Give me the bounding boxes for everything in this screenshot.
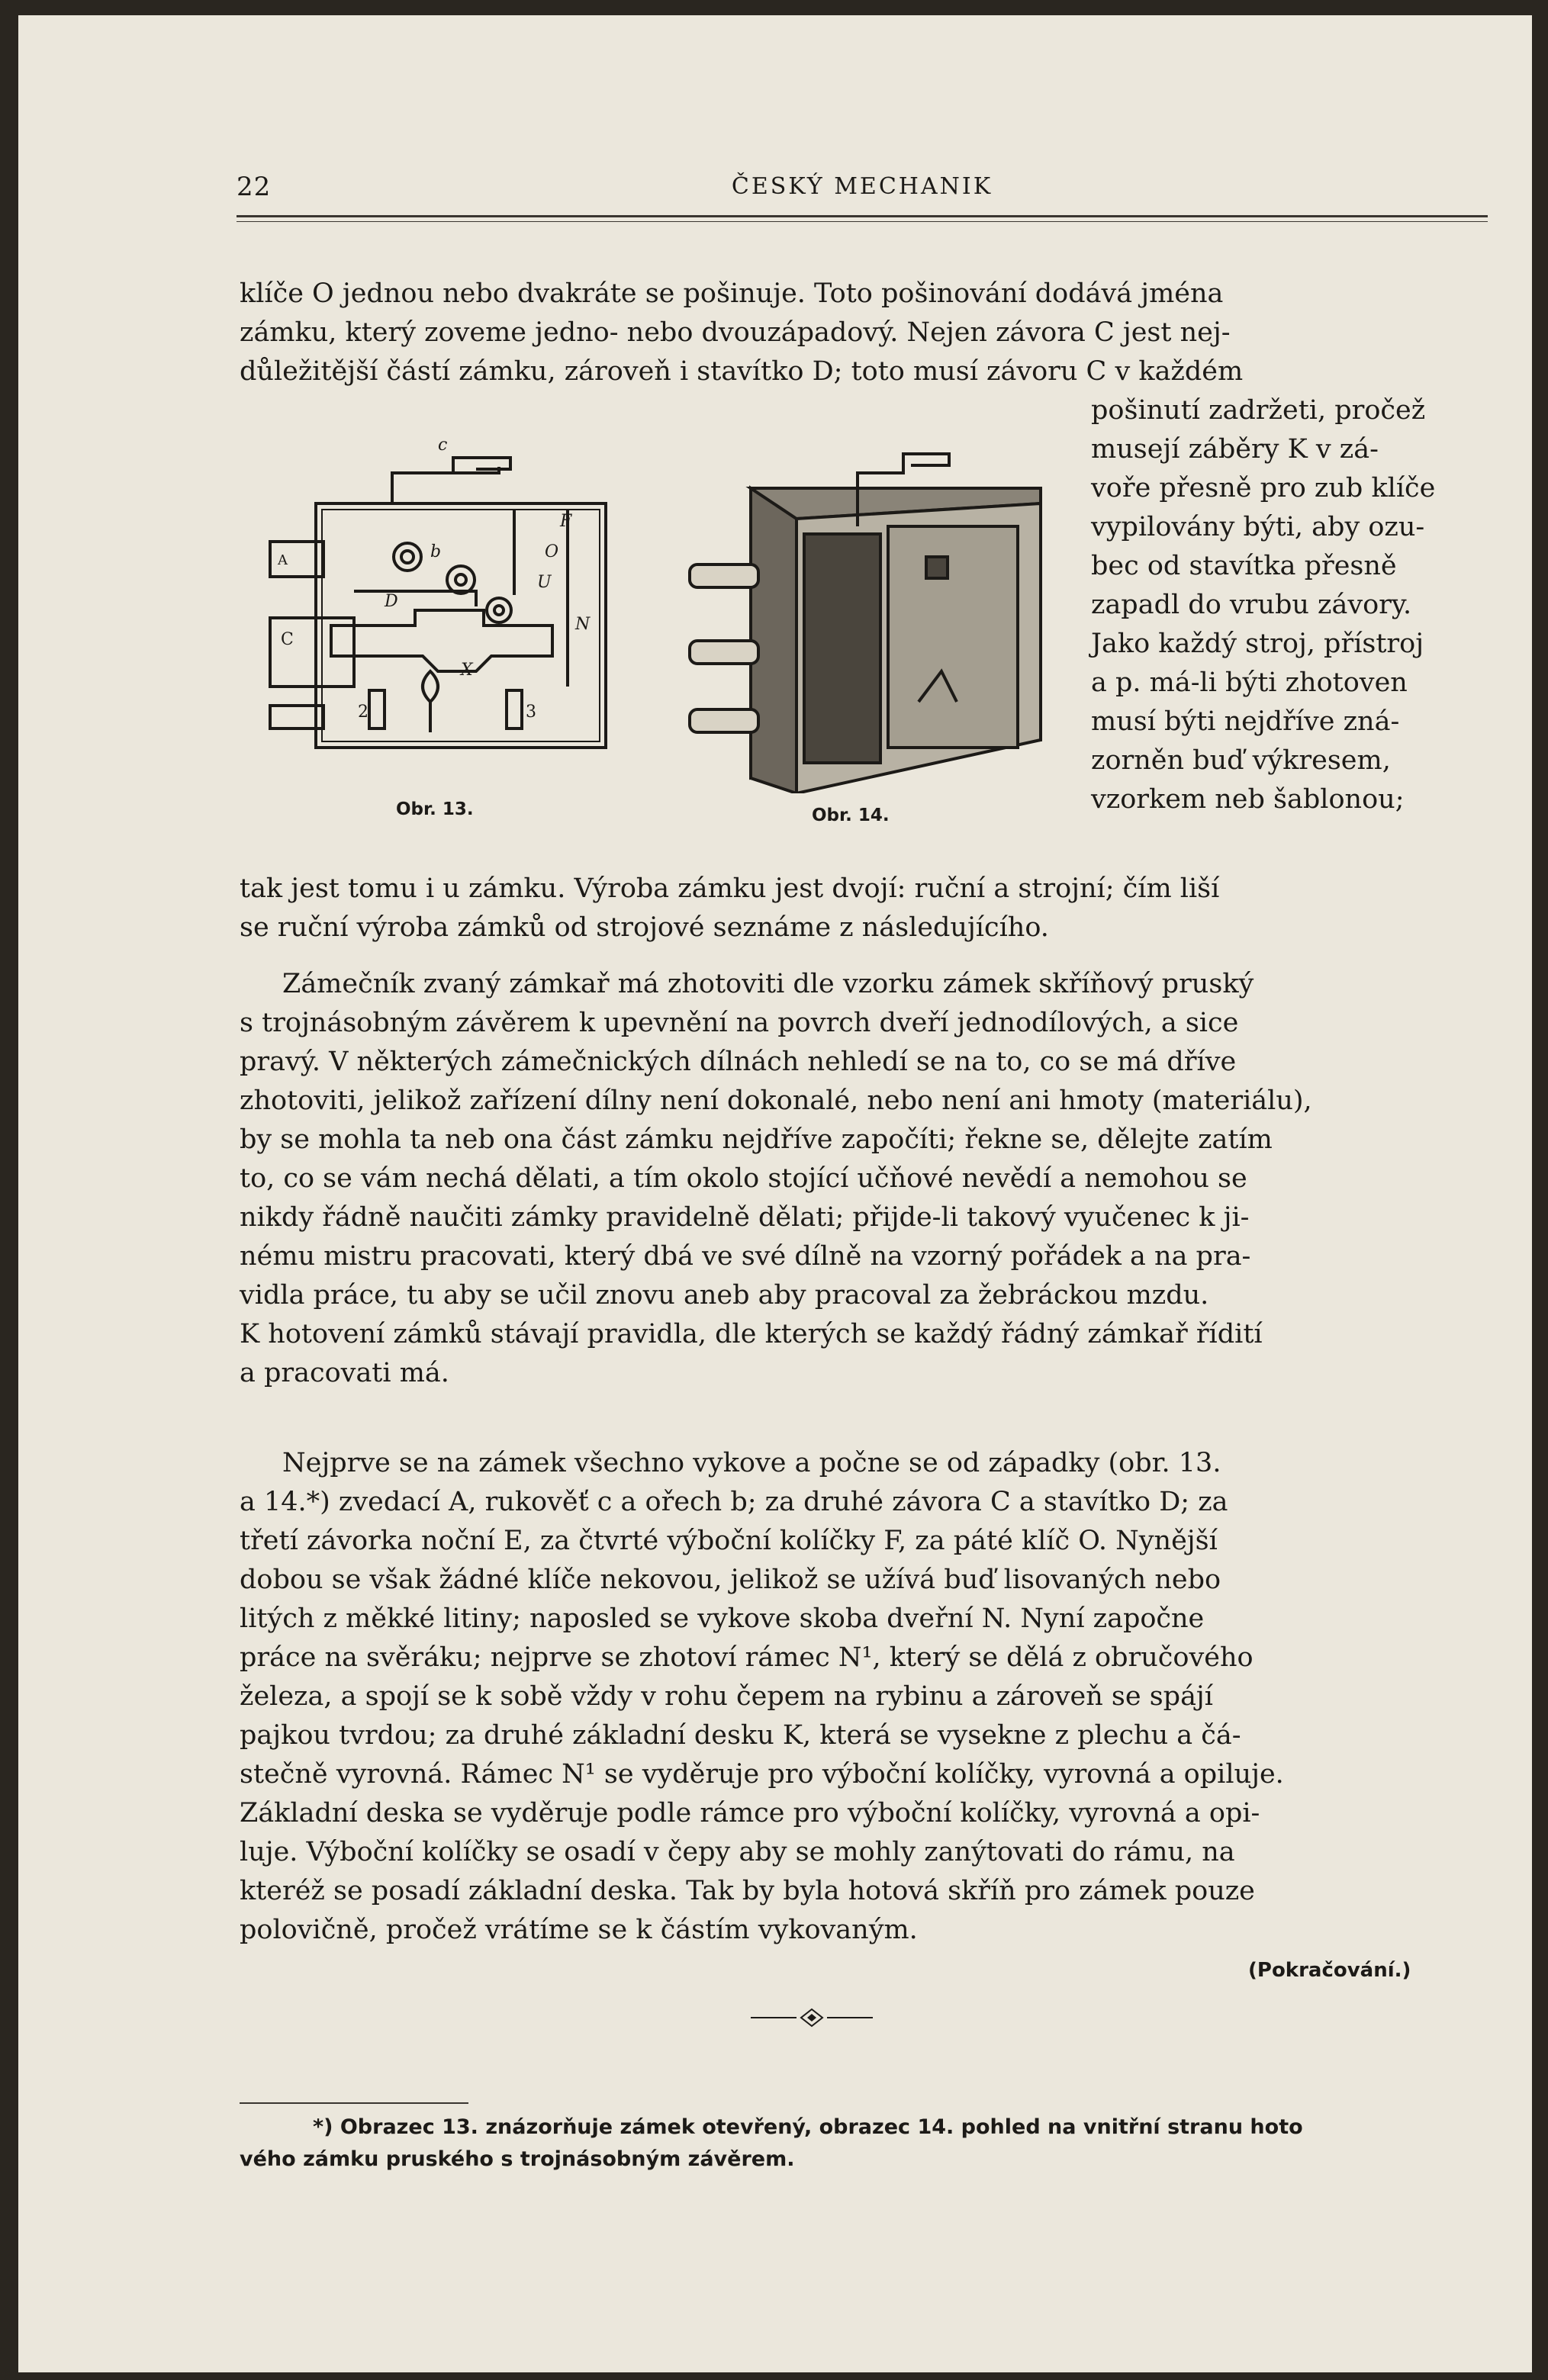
text-line: Nejprve se na zámek všechno vykove a počne se od západky (obr. 13.	[282, 1448, 1221, 1478]
text-line: litých z měkké litiny; naposled se vykove skoba dveřní N. Nyní započne	[240, 1603, 1205, 1634]
section-ornament	[751, 2006, 873, 2029]
text-line: vidla práce, tu aby se učil znovu aneb aby pracoval za žebráckou mzdu.	[240, 1280, 1209, 1311]
figure-13-caption: Obr. 13.	[396, 799, 474, 819]
fig13-label-o: O	[545, 542, 559, 561]
text-line: musí býti nejdříve zná-	[1091, 706, 1400, 737]
text-line: musejí záběry K v zá-	[1091, 434, 1379, 465]
text-line: luje. Výboční kolíčky se osadí v čepy aby se mohly zanýtovati do rámu, na	[240, 1837, 1235, 1867]
text-line: a 14.*) zvedací A, rukověť c a ořech b; za druhé závora C a stavítko D; za	[240, 1487, 1228, 1517]
text-line: pošinutí zadržeti, pročež	[1091, 395, 1426, 426]
text-line: Základní deska se vyděruje podle rámce pro výboční kolíčky, vyrovná a opi-	[240, 1798, 1260, 1828]
text-line: nikdy řádně naučiti zámky pravidelně dělati; přijde-li takový vyučenec k ji-	[240, 1202, 1250, 1233]
text-line: by se mohla ta neb ona část zámku nejdříve započíti; řekne se, dělejte zatím	[240, 1124, 1273, 1155]
text-line: tak jest tomu i u zámku. Výroba zámku jest dvojí: ruční a strojní; čím liší	[240, 873, 1220, 904]
fig13-label-d: D	[385, 592, 398, 611]
intro-paragraph	[240, 275, 1482, 391]
text-line: bec od stavítka přesně	[1091, 551, 1397, 581]
figure-14-caption: Obr. 14.	[812, 806, 890, 825]
text-line: zámku, který zoveme jedno- nebo dvouzápadový. Nejen závora C jest nej-	[240, 317, 1231, 348]
fig13-label-n: N	[575, 615, 591, 634]
footnote-rule	[240, 2102, 468, 2104]
fig13-label-x: X	[461, 661, 473, 680]
fig13-label-c: c	[438, 436, 448, 455]
text-line: polovičně, pročež vrátíme se k částím vykovaným.	[240, 1915, 918, 1945]
paragraph-2	[240, 965, 1482, 1393]
text-line: nému mistru pracovati, který dbá ve své dílně na vzorný pořádek a na pra-	[240, 1241, 1251, 1272]
text-line: a pracovati má.	[240, 1358, 449, 1388]
text-line: zorněn buď výkresem,	[1091, 745, 1391, 776]
text-line: důležitější částí zámku, zároveň i stavítko D; toto musí závoru C v každém	[240, 356, 1244, 387]
page-number: 22	[237, 172, 272, 202]
footnote-line: *) Obrazec 13. znázorňuje zámek otevřený, obrazec 14. pohled na vnitřní stranu hoto	[313, 2115, 1303, 2139]
text-line: zhotoviti, jelikož zařízení dílny není dokonalé, nebo není ani hmoty (materiálu),	[240, 1085, 1312, 1116]
text-line: zapadl do vrubu závory.	[1091, 590, 1412, 620]
book-page	[18, 15, 1532, 2372]
fig13-label-u: U	[537, 573, 552, 592]
fig13-label-3: 3	[526, 703, 536, 722]
text-line: stečně vyrovná. Rámec N¹ se vyděruje pro výboční kolíčky, vyrovná a opiluje.	[240, 1759, 1284, 1790]
text-line: vypilovány býti, aby ozu-	[1091, 512, 1425, 542]
continuation-note: (Pokračování.)	[1248, 1959, 1411, 1982]
text-line: s trojnásobným závěrem k upevnění na povrch dveří jednodílových, a sice	[240, 1008, 1239, 1038]
fig13-label-a: A	[278, 552, 288, 568]
text-line: dobou se však žádné klíče nekovou, jelikož se užívá buď lisovaných nebo	[240, 1565, 1221, 1595]
wrapped-text-column	[1091, 391, 1482, 819]
running-title: ČESKÝ MECHANIK	[731, 173, 993, 200]
text-line: se ruční výroba zámků od strojové seznáme z následujícího.	[240, 912, 1049, 943]
footnote	[240, 2111, 1482, 2176]
page-header	[237, 172, 1488, 217]
figure-13-open-lock	[247, 427, 629, 778]
text-line: K hotovení zámků stávají pravidla, dle kterých se každý řádný zámkař řídití	[240, 1319, 1263, 1349]
paragraph-3	[240, 1444, 1482, 1950]
footnote-line: vého zámku pruského s trojnásobným závěrem.	[240, 2147, 795, 2171]
fig13-label-2: 2	[358, 703, 368, 722]
header-rule	[237, 215, 1488, 217]
text-line: a p. má-li býti zhotoven	[1091, 667, 1408, 698]
text-line: voře přesně pro zub klíče	[1091, 473, 1436, 503]
text-line: klíče O jednou nebo dvakráte se pošinuje. Toto pošinování dodává jména	[240, 278, 1224, 309]
fig13-label-f: F	[560, 512, 572, 531]
text-line: třetí závorka noční E, za čtvrté výboční kolíčky F, za páté klíč O. Nynější	[240, 1526, 1218, 1556]
text-line: to, co se vám nechá dělati, a tím okolo stojící učňové nevědí a nemohou se	[240, 1163, 1247, 1194]
text-line: železa, a spojí se k sobě vždy v rohu čepem na rybinu a zároveň se spájí	[240, 1681, 1213, 1712]
text-line: vzorkem neb šablonou;	[1091, 784, 1405, 815]
text-line: pajkou tvrdou; za druhé základní desku K, která se vysekne z plechu a čá-	[240, 1720, 1241, 1751]
text-line: pravý. V některých zámečnických dílnách nehledí se na to, co se má dříve	[240, 1047, 1237, 1077]
header-rule-thin	[237, 221, 1488, 222]
text-line: Zámečník zvaný zámkař má zhotoviti dle vzorku zámek skříňový pruský	[282, 969, 1254, 999]
text-line: Jako každý stroj, přístroj	[1091, 629, 1424, 659]
fig13-label-c2: C	[281, 630, 294, 649]
fig13-label-b: b	[430, 542, 442, 561]
figure-14-lock-interior	[674, 435, 1064, 793]
text-line: kteréž se posadí základní deska. Tak by byla hotová skříň pro zámek pouze	[240, 1876, 1255, 1906]
after-figure-text	[240, 870, 1482, 947]
text-line: práce na svěráku; nejprve se zhotoví rámec N¹, který se dělá z obručového	[240, 1642, 1254, 1673]
